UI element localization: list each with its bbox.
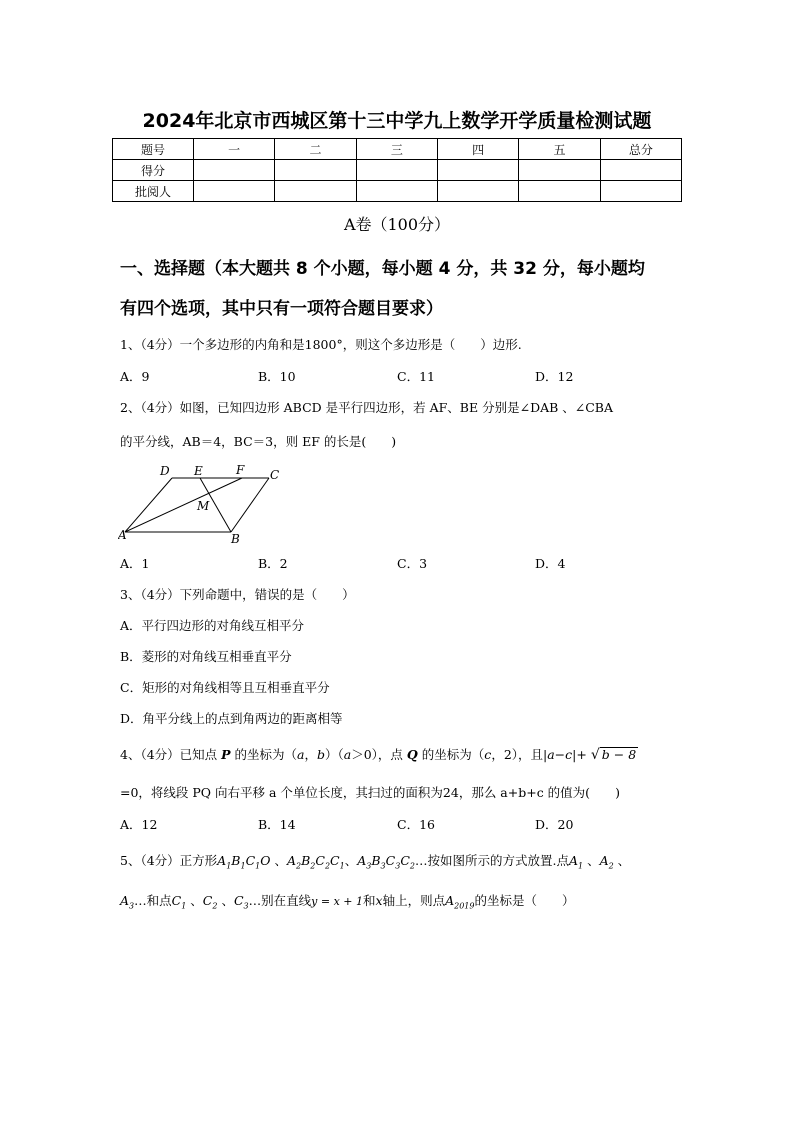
q2-option-a[interactable]: A．1 [120, 556, 150, 571]
q4-option-d[interactable]: D．20 [535, 817, 574, 832]
score-table-header: 题号 [113, 139, 194, 160]
score-table-header: 二 [275, 139, 356, 160]
q2-option-c[interactable]: C．3 [397, 556, 428, 571]
side-ad [125, 478, 172, 532]
q2-option-d[interactable]: D．4 [535, 556, 566, 571]
grader-cell[interactable] [356, 181, 437, 202]
score-table-row [113, 181, 682, 202]
score-table [112, 138, 682, 202]
section-heading-line1: 一、选择题（本大题共 8 个小题，每小题 4 分，共 32 分，每小题均 [120, 259, 645, 279]
grader-cell[interactable] [275, 181, 356, 202]
score-cell[interactable] [600, 160, 681, 181]
score-table-row-label: 批阅人 [113, 181, 194, 202]
section-heading-line2: 有四个选项，其中只有一项符合题目要求） [120, 299, 443, 319]
label-c: C [270, 468, 280, 482]
score-cell[interactable] [356, 160, 437, 181]
label-f: F [236, 463, 245, 477]
q2-option-b[interactable]: B．2 [258, 556, 288, 571]
score-cell[interactable] [194, 160, 275, 181]
bisector-af [125, 478, 242, 532]
question-5-line2: $A_3\dots$和点$C_1$ 、$C_2$ 、$C_3\dots$别在直线y = x + 1和x轴上，则点$A_{2019}$的坐标是（ ） [120, 893, 575, 911]
score-table-header: 总分 [600, 139, 681, 160]
score-table-header: 四 [437, 139, 518, 160]
q1-option-a[interactable]: A．9 [120, 369, 150, 384]
score-table-header: 三 [356, 139, 437, 160]
score-table-header: 一 [194, 139, 275, 160]
q3-option-a[interactable]: A．平行四边形的对角线互相平分 [120, 618, 305, 633]
question-1-text: 1、（4分）一个多边形的内角和是1800°，则这个多边形是（ ）边形. [120, 337, 522, 352]
question-5-line1: 5、（4分）正方形$A_1B_1C_1O$ 、$A_2B_2C_2C_1$、$A_3B_3C_3C_2\dots$按如图所示的方式放置.点$A_1$ 、$A_2$ 、 [120, 853, 631, 871]
score-cell[interactable] [437, 160, 518, 181]
q4-option-a[interactable]: A．12 [120, 817, 158, 832]
score-table-row [113, 160, 682, 181]
q3-option-d[interactable]: D．角平分线上的点到角两边的距离相等 [120, 711, 343, 726]
q1-option-b[interactable]: B．10 [258, 369, 296, 384]
label-e: E [194, 464, 203, 478]
parallelogram-figure [118, 460, 288, 545]
side-bc [231, 478, 269, 532]
score-table-header: 五 [519, 139, 600, 160]
q3-option-c[interactable]: C．矩形的对角线相等且互相垂直平分 [120, 680, 330, 695]
q4-option-b[interactable]: B．14 [258, 817, 296, 832]
label-d: D [160, 464, 170, 478]
score-table-header-row [113, 139, 682, 160]
grader-cell[interactable] [437, 181, 518, 202]
label-b: B [231, 532, 240, 545]
q1-option-d[interactable]: D．12 [535, 369, 574, 384]
score-cell[interactable] [519, 160, 600, 181]
volume-heading: A卷（100分） [343, 215, 451, 234]
grader-cell[interactable] [600, 181, 681, 202]
label-m: M [197, 499, 210, 513]
q3-option-b[interactable]: B．菱形的对角线互相垂直平分 [120, 649, 292, 664]
score-cell[interactable] [275, 160, 356, 181]
label-a: A [118, 528, 127, 542]
grader-cell[interactable] [519, 181, 600, 202]
question-4-line1: 4、（4分）已知点 P 的坐标为（a，b）（a＞0），点 Q 的坐标为（c，2），且|a−c|+ √ b − 8 [120, 747, 637, 763]
question-4-line2: =0，将线段 PQ 向右平移 a 个单位长度，其扫过的面积为24，那么 a+b+c 的值为( ) [120, 785, 620, 800]
question-2-line2: 的平分线，AB＝4，BC＝3，则 EF 的长是( ) [120, 434, 397, 449]
q4-option-c[interactable]: C．16 [397, 817, 435, 832]
question-3-text: 3、（4分）下列命题中，错误的是（ ） [120, 587, 355, 602]
score-table-row-label: 得分 [113, 160, 194, 181]
question-2-line1: 2、（4分）如图，已知四边形 ABCD 是平行四边形，若 AF、BE 分别是∠DAB 、∠CBA [120, 400, 614, 415]
page-title: 2024年北京市西城区第十三中学九上数学开学质量检测试题 [142, 110, 652, 132]
sqrt-expression: b − 8 [601, 747, 637, 762]
q1-option-c[interactable]: C．11 [397, 369, 435, 384]
grader-cell[interactable] [194, 181, 275, 202]
